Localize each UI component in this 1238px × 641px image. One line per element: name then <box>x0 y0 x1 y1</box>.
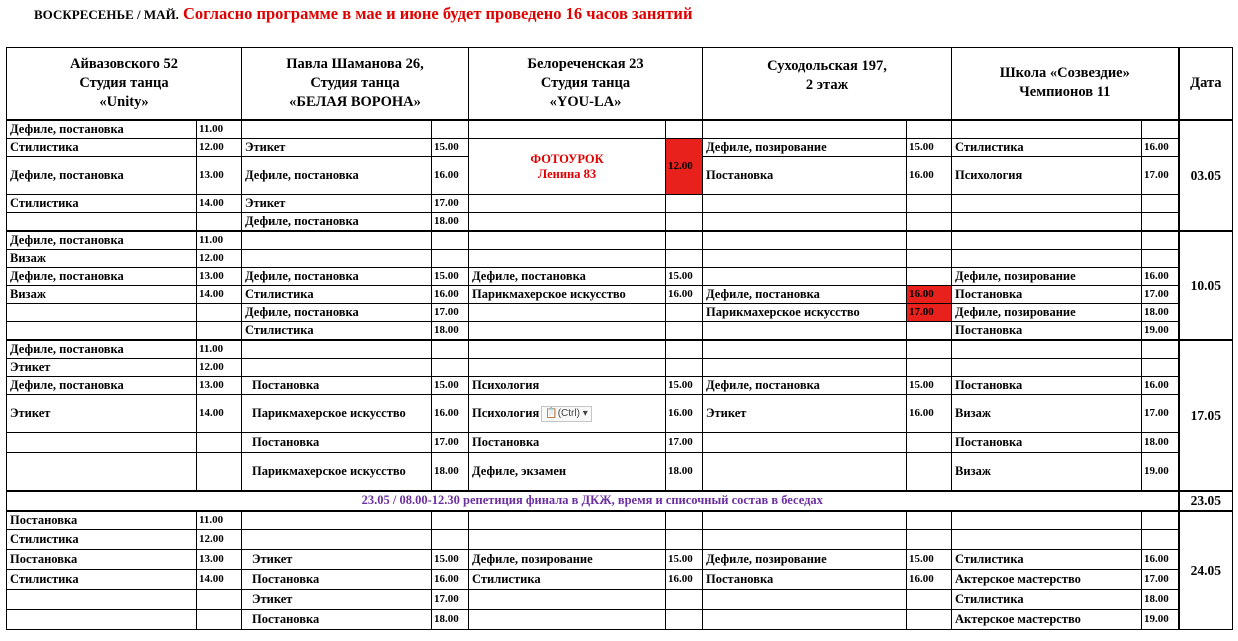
table-row <box>7 570 1233 590</box>
time-cell <box>432 511 469 530</box>
time-cell: 14.00 <box>197 395 242 433</box>
time-cell: 16.00 <box>666 395 703 433</box>
lesson-cell <box>952 250 1142 268</box>
time-cell: 15.00 <box>666 268 703 286</box>
lesson-cell <box>703 231 907 250</box>
time-cell <box>907 453 952 491</box>
lesson-cell: Стилистика <box>7 139 197 157</box>
table-row <box>7 395 1233 433</box>
lesson-cell: Дефиле, постановка <box>469 268 666 286</box>
time-cell: 13.00 <box>197 550 242 570</box>
time-cell <box>666 195 703 213</box>
schedule-body <box>7 120 1233 630</box>
photo-lesson-title: ФОТОУРОК <box>530 151 604 166</box>
table-row <box>7 250 1233 268</box>
time-cell <box>907 250 952 268</box>
time-cell <box>432 359 469 377</box>
time-cell <box>432 120 469 139</box>
chevron-down-icon: ▾ <box>579 407 588 419</box>
time-cell <box>432 250 469 268</box>
lesson-cell <box>7 322 197 340</box>
time-cell <box>666 250 703 268</box>
photo-lesson <box>469 139 666 195</box>
lesson-cell <box>703 530 907 550</box>
lesson-cell: Этикет <box>7 395 197 433</box>
time-cell: 14.00 <box>197 286 242 304</box>
lesson-cell <box>469 511 666 530</box>
time-cell <box>666 610 703 630</box>
table-row <box>7 231 1233 250</box>
photo-lesson-time: 12.00 <box>666 139 703 195</box>
time-cell <box>666 590 703 610</box>
time-cell: 14.00 <box>197 195 242 213</box>
lesson-cell <box>703 610 907 630</box>
time-cell: 11.00 <box>197 231 242 250</box>
header-note: Согласно программе в мае и июне будет проведено 16 часов занятий <box>182 4 693 23</box>
time-cell: 17.00 <box>1142 395 1179 433</box>
time-cell: 16.00 <box>432 570 469 590</box>
time-cell: 16.00 <box>907 157 952 195</box>
lesson-cell: Стилистика <box>952 550 1142 570</box>
time-cell: 17.00 <box>907 304 952 322</box>
time-cell <box>432 231 469 250</box>
time-cell: 16.00 <box>432 157 469 195</box>
time-cell <box>1142 511 1179 530</box>
lesson-cell: Стилистика <box>469 570 666 590</box>
lesson-cell: Постановка <box>952 433 1142 453</box>
lesson-cell <box>469 250 666 268</box>
date-cell: 03.05 <box>1179 120 1233 231</box>
column-header-venue-2: Павла Шаманова 26, Студия танца «БЕЛАЯ ВОРОНА» <box>242 48 469 120</box>
time-cell <box>907 195 952 213</box>
separator-row <box>7 491 1233 511</box>
time-cell: 18.00 <box>1142 433 1179 453</box>
lesson-cell <box>952 231 1142 250</box>
time-cell <box>666 304 703 322</box>
time-cell: 15.00 <box>666 550 703 570</box>
time-cell: 16.00 <box>666 286 703 304</box>
lesson-cell: Дефиле, постановка <box>703 286 907 304</box>
lesson-cell: Постановка <box>469 433 666 453</box>
lesson-cell: Дефиле, постановка <box>7 120 197 139</box>
lesson-cell: Парикмахерское искусство <box>469 286 666 304</box>
time-cell: 17.00 <box>666 433 703 453</box>
time-cell <box>197 610 242 630</box>
lesson-cell <box>703 359 907 377</box>
column-header-venue-5: Школа «Созвездие» Чемпионов 11 <box>952 48 1179 120</box>
time-cell: 18.00 <box>432 322 469 340</box>
lesson-cell <box>703 195 907 213</box>
lesson-cell: Этикет <box>242 195 432 213</box>
time-cell: 11.00 <box>197 120 242 139</box>
time-cell: 16.00 <box>907 395 952 433</box>
time-cell: 11.00 <box>197 511 242 530</box>
lesson-cell <box>242 359 432 377</box>
table-row <box>7 359 1233 377</box>
lesson-cell <box>952 340 1142 359</box>
lesson-cell: Постановка <box>242 377 432 395</box>
lesson-cell <box>703 590 907 610</box>
time-cell: 17.00 <box>432 195 469 213</box>
time-cell <box>666 213 703 231</box>
column-header-venue-3: Белореченская 23 Студия танца «YOU-LA» <box>469 48 703 120</box>
lesson-cell <box>7 453 197 491</box>
lesson-cell: Дефиле, постановка <box>242 213 432 231</box>
time-cell <box>1142 530 1179 550</box>
lesson-cell: Дефиле, постановка <box>242 157 432 195</box>
time-cell <box>432 340 469 359</box>
schedule-table <box>6 47 1233 630</box>
table-row <box>7 286 1233 304</box>
time-cell <box>197 453 242 491</box>
time-cell: 16.00 <box>1142 377 1179 395</box>
lesson-cell: Этикет <box>242 550 432 570</box>
time-cell: 12.00 <box>197 250 242 268</box>
lesson-cell <box>703 120 907 139</box>
lesson-cell: Парикмахерское искусство <box>242 453 432 491</box>
lesson-cell: Дефиле, постановка <box>242 304 432 322</box>
lesson-cell: Стилистика <box>7 530 197 550</box>
time-cell <box>666 322 703 340</box>
lesson-cell <box>469 340 666 359</box>
lesson-cell <box>952 120 1142 139</box>
lesson-cell: Постановка <box>952 322 1142 340</box>
table-row <box>7 340 1233 359</box>
lesson-cell <box>703 322 907 340</box>
lesson-cell: Психология 📋(Ctrl) ▾ <box>469 395 666 433</box>
time-cell <box>1142 120 1179 139</box>
table-row <box>7 213 1233 231</box>
table-row <box>7 195 1233 213</box>
time-cell: 13.00 <box>197 268 242 286</box>
lesson-cell: Стилистика <box>952 139 1142 157</box>
time-cell: 12.00 <box>197 530 242 550</box>
date-cell: 17.05 <box>1179 340 1233 491</box>
lesson-cell <box>952 359 1142 377</box>
lesson-cell: Визаж <box>7 250 197 268</box>
time-cell: 15.00 <box>432 139 469 157</box>
time-cell: 12.00 <box>197 359 242 377</box>
time-cell: 18.00 <box>432 453 469 491</box>
time-cell <box>907 268 952 286</box>
time-cell: 18.00 <box>666 453 703 491</box>
time-cell: 19.00 <box>1142 453 1179 491</box>
time-cell <box>907 340 952 359</box>
paste-options-button[interactable] <box>541 406 591 422</box>
lesson-cell <box>7 590 197 610</box>
time-cell <box>907 433 952 453</box>
time-cell <box>907 231 952 250</box>
time-cell <box>197 322 242 340</box>
lesson-cell <box>469 231 666 250</box>
time-cell: 15.00 <box>907 139 952 157</box>
lesson-cell <box>242 340 432 359</box>
lesson-cell <box>7 213 197 231</box>
lesson-cell: Визаж <box>952 395 1142 433</box>
lesson-cell <box>703 511 907 530</box>
lesson-cell: Постановка <box>242 433 432 453</box>
time-cell: 19.00 <box>1142 322 1179 340</box>
lesson-cell <box>7 433 197 453</box>
lesson-cell: Дефиле, постановка <box>7 377 197 395</box>
photo-lesson-place: Ленина 83 <box>537 166 597 181</box>
lesson-cell: Стилистика <box>952 590 1142 610</box>
time-cell <box>197 304 242 322</box>
time-cell <box>666 359 703 377</box>
time-cell <box>907 590 952 610</box>
lesson-cell: Психология <box>469 377 666 395</box>
lesson-cell: Дефиле, позирование <box>952 304 1142 322</box>
lesson-cell: Дефиле, экзамен <box>469 453 666 491</box>
table-row <box>7 377 1233 395</box>
time-cell: 15.00 <box>907 377 952 395</box>
time-cell: 18.00 <box>432 610 469 630</box>
table-row <box>7 530 1233 550</box>
lesson-cell <box>469 359 666 377</box>
time-cell: 17.00 <box>1142 286 1179 304</box>
lesson-cell: Дефиле, постановка <box>7 231 197 250</box>
lesson-cell: Парикмахерское искусство <box>242 395 432 433</box>
time-cell: 16.00 <box>1142 268 1179 286</box>
lesson-cell <box>703 453 907 491</box>
lesson-cell: Дефиле, постановка <box>703 377 907 395</box>
time-cell <box>432 530 469 550</box>
time-cell: 16.00 <box>432 286 469 304</box>
table-row <box>7 433 1233 453</box>
time-cell: 12.00 <box>197 139 242 157</box>
page-header <box>34 4 692 24</box>
lesson-cell: Этикет <box>703 395 907 433</box>
time-cell <box>1142 195 1179 213</box>
lesson-cell <box>469 120 666 139</box>
lesson-cell: Актерское мастерство <box>952 570 1142 590</box>
time-cell: 11.00 <box>197 340 242 359</box>
time-cell <box>907 322 952 340</box>
time-cell <box>907 610 952 630</box>
lesson-cell: Стилистика <box>242 322 432 340</box>
time-cell <box>907 120 952 139</box>
lesson-cell: Парикмахерское искусство <box>703 304 907 322</box>
lesson-cell <box>952 195 1142 213</box>
time-cell: 17.00 <box>432 590 469 610</box>
time-cell <box>1142 359 1179 377</box>
time-cell <box>1142 231 1179 250</box>
time-cell: 16.00 <box>666 570 703 590</box>
time-cell: 17.00 <box>1142 157 1179 195</box>
time-cell <box>666 530 703 550</box>
lesson-cell: Дефиле, постановка <box>242 268 432 286</box>
time-cell: 17.00 <box>432 433 469 453</box>
lesson-cell <box>469 195 666 213</box>
time-cell: 16.00 <box>907 286 952 304</box>
time-cell <box>907 511 952 530</box>
lesson-cell <box>242 120 432 139</box>
time-cell <box>907 213 952 231</box>
column-header-venue-4: Суходольская 197, 2 этаж <box>703 48 952 120</box>
lesson-cell: Этикет <box>242 139 432 157</box>
time-cell: 15.00 <box>432 550 469 570</box>
lesson-cell <box>952 213 1142 231</box>
time-cell: 15.00 <box>666 377 703 395</box>
lesson-cell <box>703 340 907 359</box>
time-cell <box>666 340 703 359</box>
lesson-cell <box>952 530 1142 550</box>
time-cell: 14.00 <box>197 570 242 590</box>
lesson-cell <box>703 213 907 231</box>
time-cell <box>666 511 703 530</box>
lesson-cell: Дефиле, постановка <box>7 268 197 286</box>
time-cell: 18.00 <box>432 213 469 231</box>
time-cell: 16.00 <box>907 570 952 590</box>
paste-options-label: (Ctrl) <box>557 407 580 419</box>
table-row <box>7 511 1233 530</box>
time-cell <box>907 530 952 550</box>
lesson-cell <box>703 250 907 268</box>
table-row <box>7 610 1233 630</box>
lesson-cell: Дефиле, постановка <box>7 157 197 195</box>
date-cell: 10.05 <box>1179 231 1233 340</box>
time-cell: 17.00 <box>1142 570 1179 590</box>
table-row <box>7 304 1233 322</box>
lesson-cell <box>242 511 432 530</box>
lesson-cell: Актерское мастерство <box>952 610 1142 630</box>
separator-date: 23.05 <box>1179 491 1233 511</box>
lesson-cell: Постановка <box>952 286 1142 304</box>
lesson-cell <box>469 213 666 231</box>
table-row <box>7 590 1233 610</box>
lesson-cell: Дефиле, позирование <box>952 268 1142 286</box>
lesson-cell <box>7 610 197 630</box>
lesson-cell <box>703 268 907 286</box>
time-cell: 16.00 <box>1142 139 1179 157</box>
date-cell: 24.05 <box>1179 511 1233 630</box>
lesson-cell: Стилистика <box>242 286 432 304</box>
time-cell <box>197 433 242 453</box>
time-cell: 16.00 <box>432 395 469 433</box>
lesson-cell: Этикет <box>7 359 197 377</box>
lesson-cell <box>952 511 1142 530</box>
lesson-cell <box>242 250 432 268</box>
lesson-cell: Стилистика <box>7 195 197 213</box>
table-row <box>7 550 1233 570</box>
lesson-cell <box>7 304 197 322</box>
lesson-cell: Стилистика <box>7 570 197 590</box>
time-cell <box>1142 250 1179 268</box>
lesson-cell: Постановка <box>242 570 432 590</box>
time-cell <box>666 120 703 139</box>
lesson-cell <box>469 530 666 550</box>
lesson-cell: Дефиле, позирование <box>469 550 666 570</box>
time-cell: 18.00 <box>1142 304 1179 322</box>
lesson-cell <box>469 590 666 610</box>
lesson-cell: Этикет <box>242 590 432 610</box>
time-cell: 13.00 <box>197 157 242 195</box>
time-cell: 15.00 <box>432 377 469 395</box>
lesson-cell <box>469 304 666 322</box>
lesson-cell: Постановка <box>7 511 197 530</box>
lesson-cell: Психология <box>952 157 1142 195</box>
time-cell <box>1142 340 1179 359</box>
column-header-date: Дата <box>1179 48 1233 120</box>
lesson-cell: Постановка <box>703 570 907 590</box>
lesson-cell <box>469 610 666 630</box>
clipboard-icon: 📋 <box>545 407 558 419</box>
lesson-cell: Постановка <box>703 157 907 195</box>
lesson-cell <box>242 530 432 550</box>
time-cell: 17.00 <box>432 304 469 322</box>
table-row <box>7 120 1233 139</box>
header-row <box>7 48 1233 120</box>
lesson-cell <box>469 322 666 340</box>
time-cell: 15.00 <box>432 268 469 286</box>
lesson-cell: Постановка <box>952 377 1142 395</box>
time-cell: 19.00 <box>1142 610 1179 630</box>
time-cell: 16.00 <box>1142 550 1179 570</box>
lesson-cell: Постановка <box>7 550 197 570</box>
table-row <box>7 322 1233 340</box>
time-cell <box>907 359 952 377</box>
time-cell <box>197 213 242 231</box>
separator-text: 23.05 / 08.00-12.30 репетиция финала в ДКЖ, время и списочный состав в беседах <box>7 491 1179 511</box>
time-cell <box>1142 213 1179 231</box>
table-row <box>7 268 1233 286</box>
lesson-cell <box>703 433 907 453</box>
lesson-cell: Дефиле, постановка <box>7 340 197 359</box>
table-row <box>7 139 1233 157</box>
time-cell <box>666 231 703 250</box>
time-cell: 15.00 <box>907 550 952 570</box>
table-row <box>7 453 1233 491</box>
lesson-cell: Постановка <box>242 610 432 630</box>
column-header-venue-1: Айвазовского 52 Студия танца «Unity» <box>7 48 242 120</box>
time-cell: 18.00 <box>1142 590 1179 610</box>
lesson-cell: Визаж <box>952 453 1142 491</box>
lesson-cell: Визаж <box>7 286 197 304</box>
lesson-cell <box>242 231 432 250</box>
header-prefix: ВОСКРЕСЕНЬЕ / МАЙ. <box>34 7 179 22</box>
lesson-cell: Дефиле, позирование <box>703 139 907 157</box>
time-cell <box>197 590 242 610</box>
lesson-cell: Дефиле, позирование <box>703 550 907 570</box>
time-cell: 13.00 <box>197 377 242 395</box>
